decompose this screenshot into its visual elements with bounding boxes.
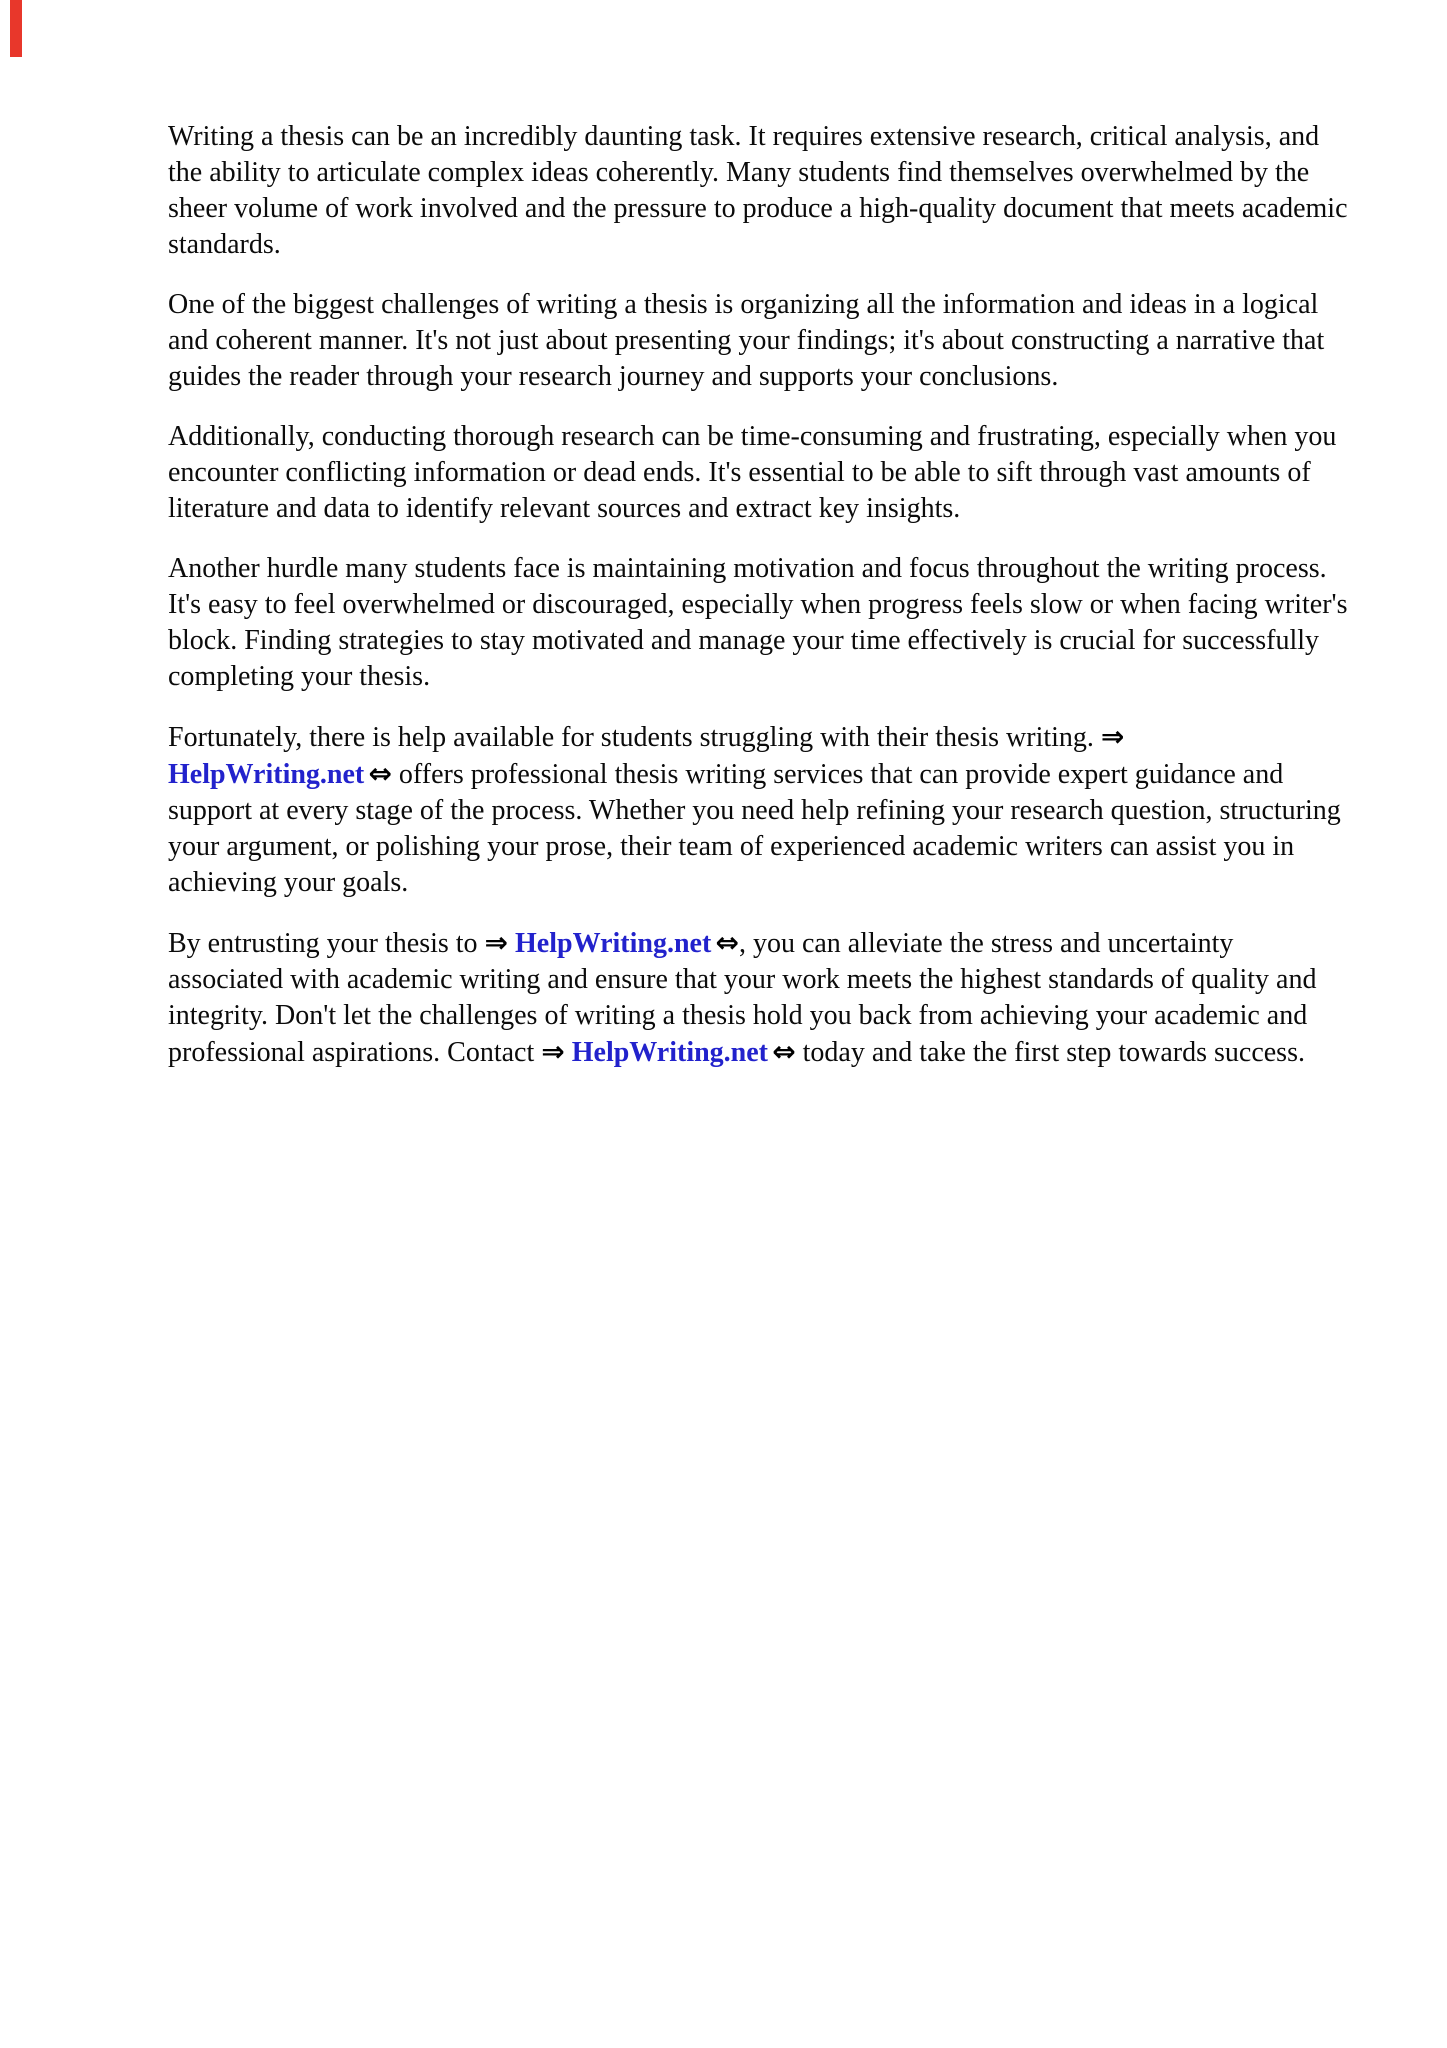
paragraph [168, 119, 1353, 263]
document-text [168, 119, 1353, 1095]
paragraph [168, 419, 1353, 527]
double-arrow-right-icon: ⇒ [1100, 720, 1125, 753]
paragraph [168, 925, 1353, 1071]
paragraph [168, 551, 1353, 695]
paragraph-text [508, 928, 515, 959]
paragraph [168, 719, 1353, 901]
paragraph-text: offers professional thesis writing services that can provide expert guidance and support at every stage of the process. Whether you need help refining your research question, structuring your argument, or polishing your prose, their team of experienced academic writers can assist you in achieving your goals. [168, 759, 1341, 898]
paragraph-text: , you can alleviate the stress and uncertainty associated with academic writing and ensure that your work meets the highest standards of quality and integrity. Don't let the challenges of writing a thesis hold you back from achieving your academic and professional aspirations. Contact [168, 928, 1317, 1068]
double-arrow-leftright-icon: ⇔ [772, 1035, 796, 1068]
paragraph-text: today and take the first step towards success. [795, 1037, 1305, 1068]
paragraph-text: Additionally, conducting thorough research can be time-consuming and frustrating, especially when you encounter conflicting information or dead ends. It's essential to be able to sift through vast amounts of literature and data to identify relevant sources and extract key insights. [168, 421, 1337, 524]
red-ribbon [10, 0, 22, 57]
paragraph-text: Fortunately, there is help available for students struggling with their thesis writing. [168, 722, 1101, 753]
helpwriting-link[interactable]: HelpWriting.net [515, 928, 712, 959]
double-arrow-right-icon: ⇒ [541, 1035, 565, 1068]
double-arrow-leftright-icon: ⇔ [715, 926, 739, 959]
paragraph-text: By entrusting your thesis to [168, 928, 485, 959]
paragraph-text [565, 1037, 572, 1068]
paragraph [168, 287, 1353, 395]
double-arrow-leftright-icon: ⇔ [368, 757, 392, 790]
paragraph-text: Another hurdle many students face is maintaining motivation and focus throughout the writing process. It's easy to feel overwhelmed or discouraged, especially when progress feels slow or when facing writer's block. Finding strategies to stay motivated and manage your time effectively is crucial for successfully completing your thesis. [168, 553, 1348, 692]
paragraph-text: One of the biggest challenges of writing a thesis is organizing all the information and ideas in a logical and coherent manner. It's not just about presenting your findings; it's about constructing a narrative that guides the reader through your research journey and supports your conclusions. [168, 289, 1325, 392]
helpwriting-link[interactable]: HelpWriting.net [168, 759, 365, 790]
paragraph-text: Writing a thesis can be an incredibly daunting task. It requires extensive research, critical analysis, and the ability to articulate complex ideas coherently. Many students find themselves overwhelmed by the sheer volume of work involved and the pressure to produce a high-quality document that meets academic standards. [168, 121, 1348, 260]
double-arrow-right-icon: ⇒ [484, 926, 509, 959]
helpwriting-link[interactable]: HelpWriting.net [571, 1037, 768, 1068]
